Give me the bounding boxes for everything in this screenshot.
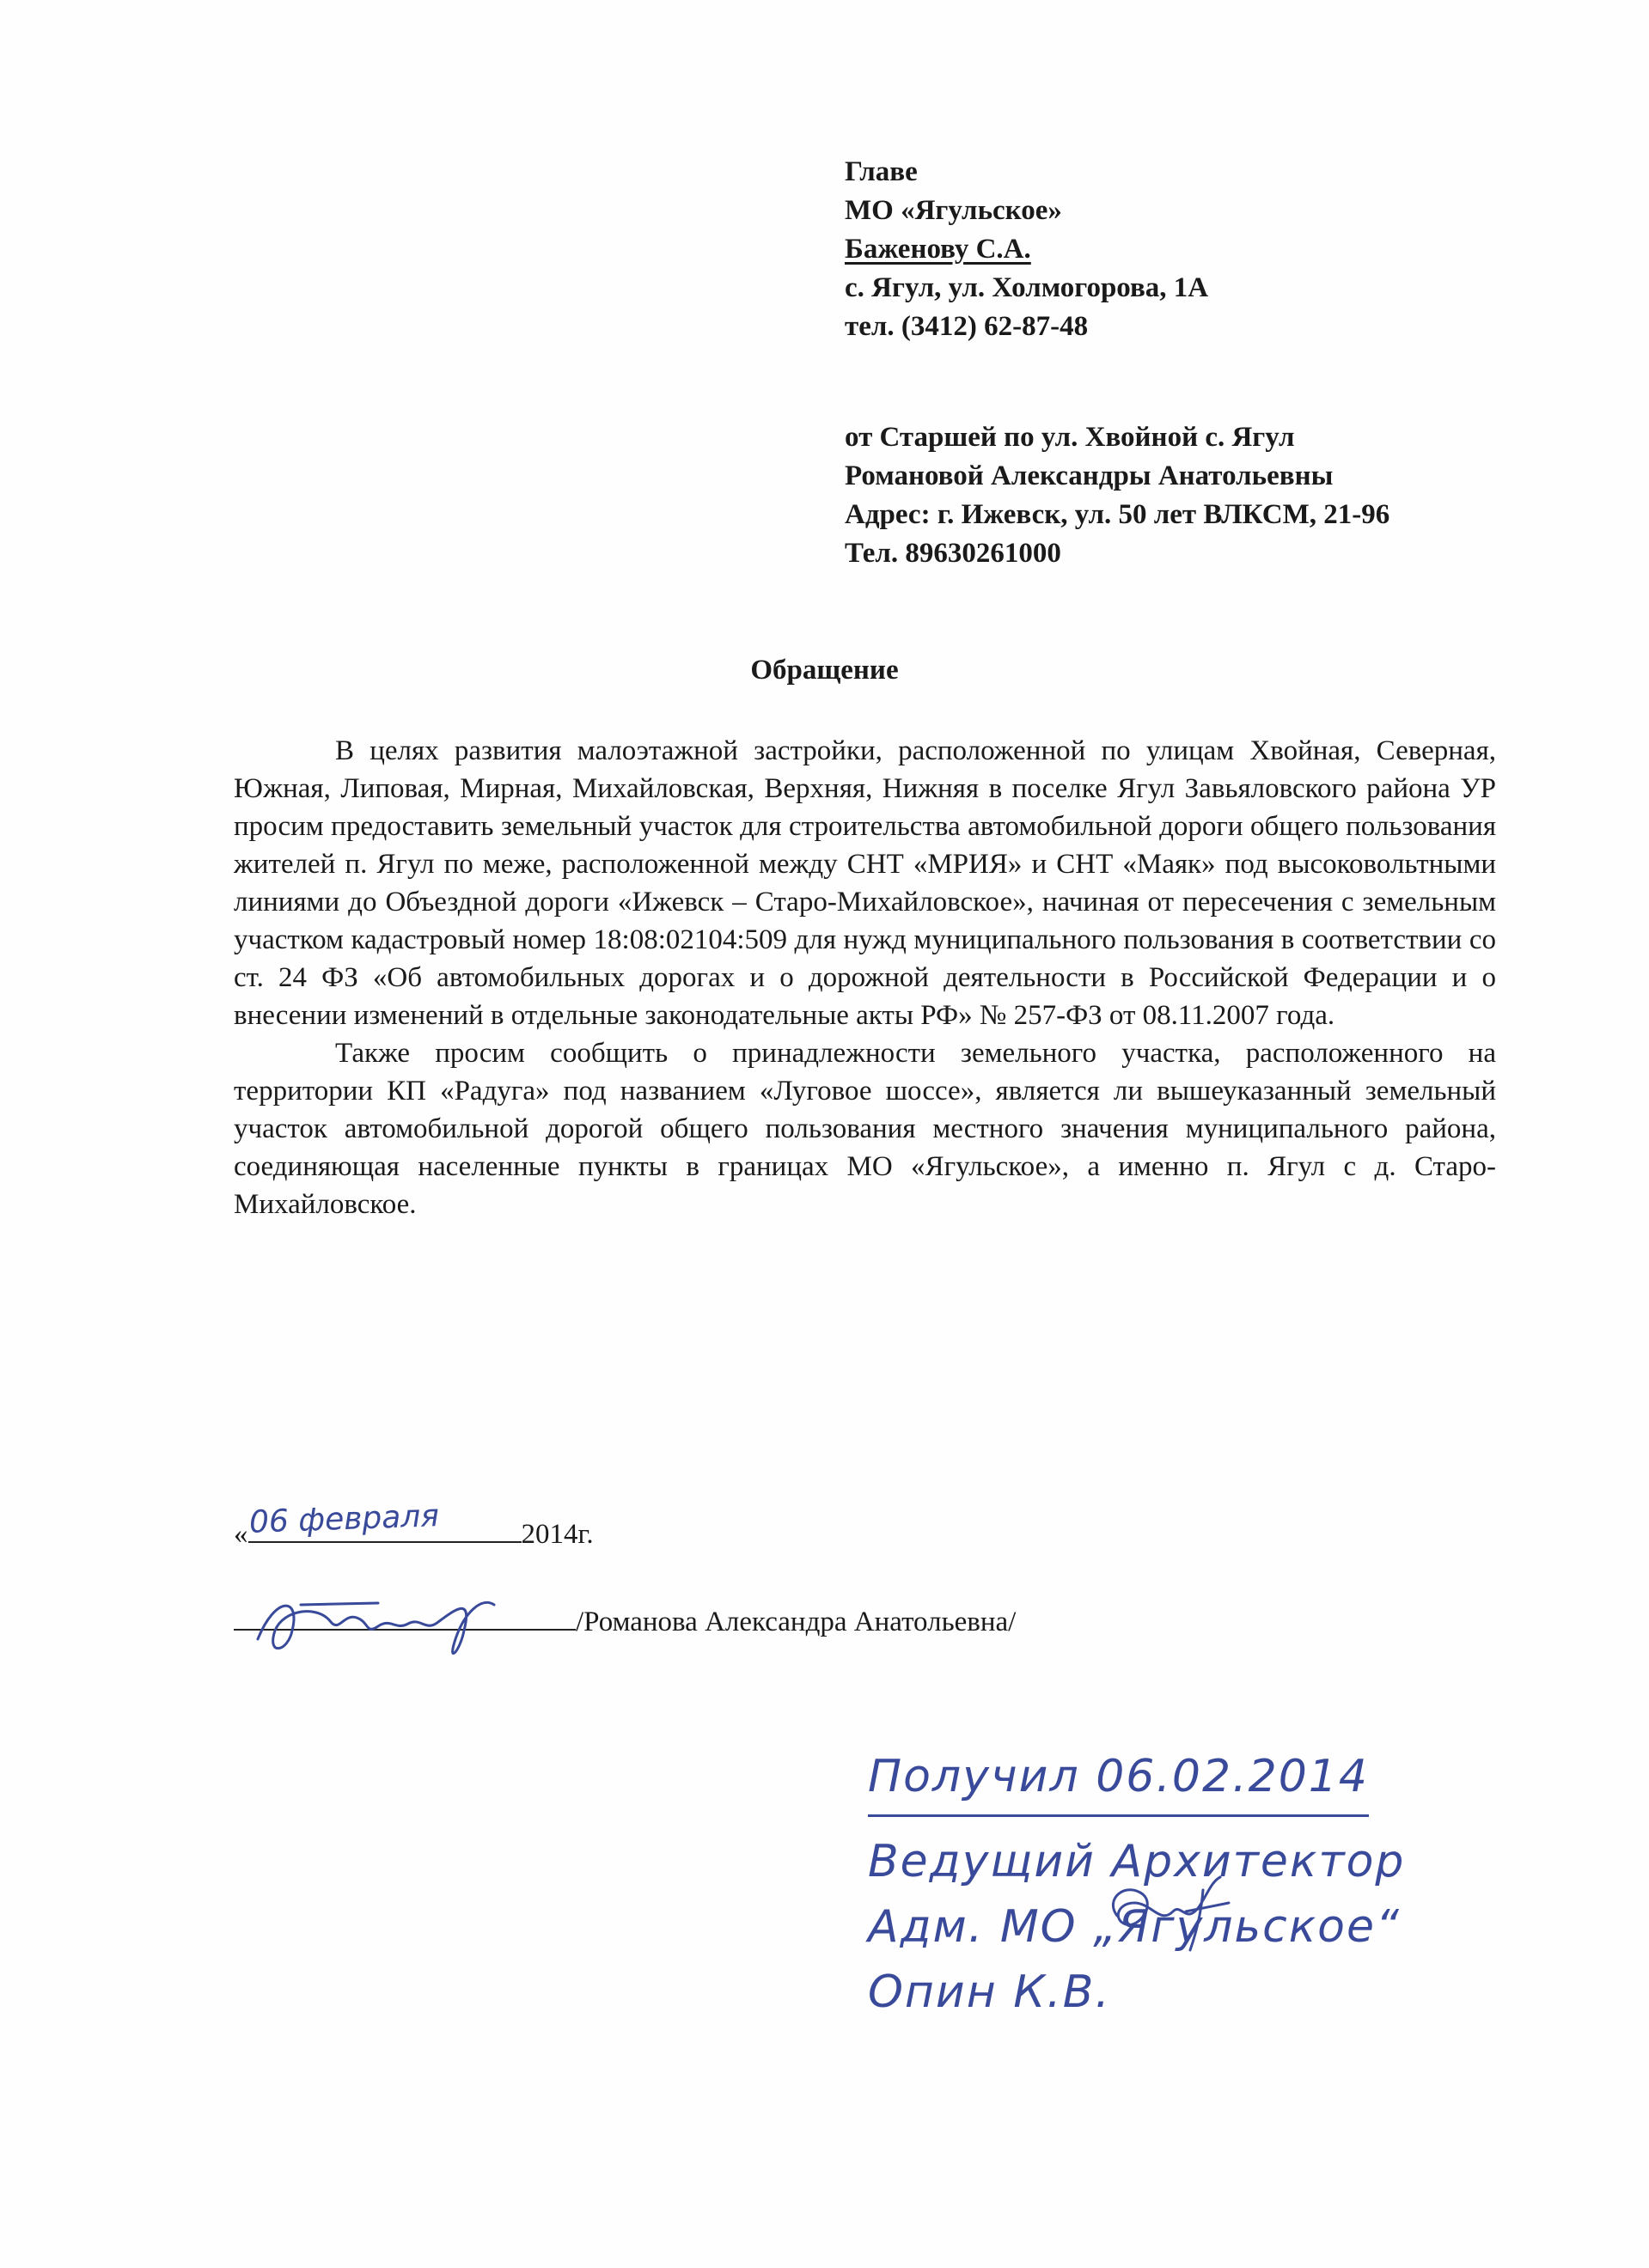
addressee-organization: МО «Ягульское» — [845, 195, 1062, 226]
sender-name: Романовой Александры Анатольевны — [845, 460, 1334, 491]
sender-signature-icon — [249, 1579, 507, 1674]
receiver-signature-icon — [1100, 1864, 1237, 1959]
sender-phone: Тел. 89630261000 — [845, 538, 1061, 569]
handwritten-date: 06 февраля — [248, 1498, 440, 1540]
body-paragraph-2: Также просим сообщить о принадлежности земельного участка, расположенного на территории КП «Радуга» под названием «Луговое шоссе», является ли вышеуказанный земельный участок автомобильной дорогой общего пользования местного значения муниципального района, соединяющая населенные пункты в границах МО «Ягульское», а именно п. Ягул с д. Старо-Михайловское. — [234, 1038, 1496, 1220]
received-name-note: Опин К.В. — [868, 1966, 1111, 2018]
addressee-name: Баженову С.А. — [845, 234, 1031, 265]
received-organization-note: Адм. МО „Ягульское“ — [868, 1901, 1401, 1953]
document-title: Обращение — [750, 655, 899, 686]
body-paragraph-1: В целях развития малоэтажной застройки, расположенной по улицам Хвойная, Северная, Южная, Липовая, Мирная, Михайловская, Верхняя, Нижняя в поселке Ягул Завьяловского района УР просим предоставить земельный участок для строительства автомобильной дороги общего пользования жителей п. Ягул по меже, расположенной между СНТ «МРИЯ» и СНТ «Маяк» под высоковольтными линиями до Объездной дороги «Ижевск – Старо-Михайловское», начиная от пересечения с земельным участком кадастровый номер 18:08:02104:509 для нужд муниципального пользования в соответствии со ст. 24 ФЗ «Об автомобильных дорогах и о дорожной деятельности в Российской Федерации и о внесении изменений в отдельные законодательные акты РФ» № 257-ФЗ от 08.11.2007 года. — [234, 735, 1496, 1031]
received-date-note: Получил 06.02.2014 — [868, 1744, 1369, 1817]
sender-address: Адрес: г. Ижевск, ул. 50 лет ВЛКСМ, 21-96 — [845, 499, 1390, 530]
addressee-address: с. Ягул, ул. Холмогорова, 1А — [845, 272, 1209, 303]
date-year: 2014г. — [521, 1519, 594, 1550]
addressee-title: Главе — [845, 156, 918, 187]
addressee-block — [845, 153, 1208, 346]
received-position-note: Ведущий Архитектор — [868, 1836, 1406, 1887]
signer-name: /Романова Александра Анатольевна/ — [576, 1606, 1017, 1637]
document-body — [234, 732, 1496, 1223]
sender-from: от Старшей по ул. Хвойной с. Ягул — [845, 422, 1295, 453]
sender-block — [845, 418, 1389, 573]
date-open-quote: « — [234, 1519, 248, 1550]
addressee-phone: тел. (3412) 62-87-48 — [845, 311, 1089, 342]
